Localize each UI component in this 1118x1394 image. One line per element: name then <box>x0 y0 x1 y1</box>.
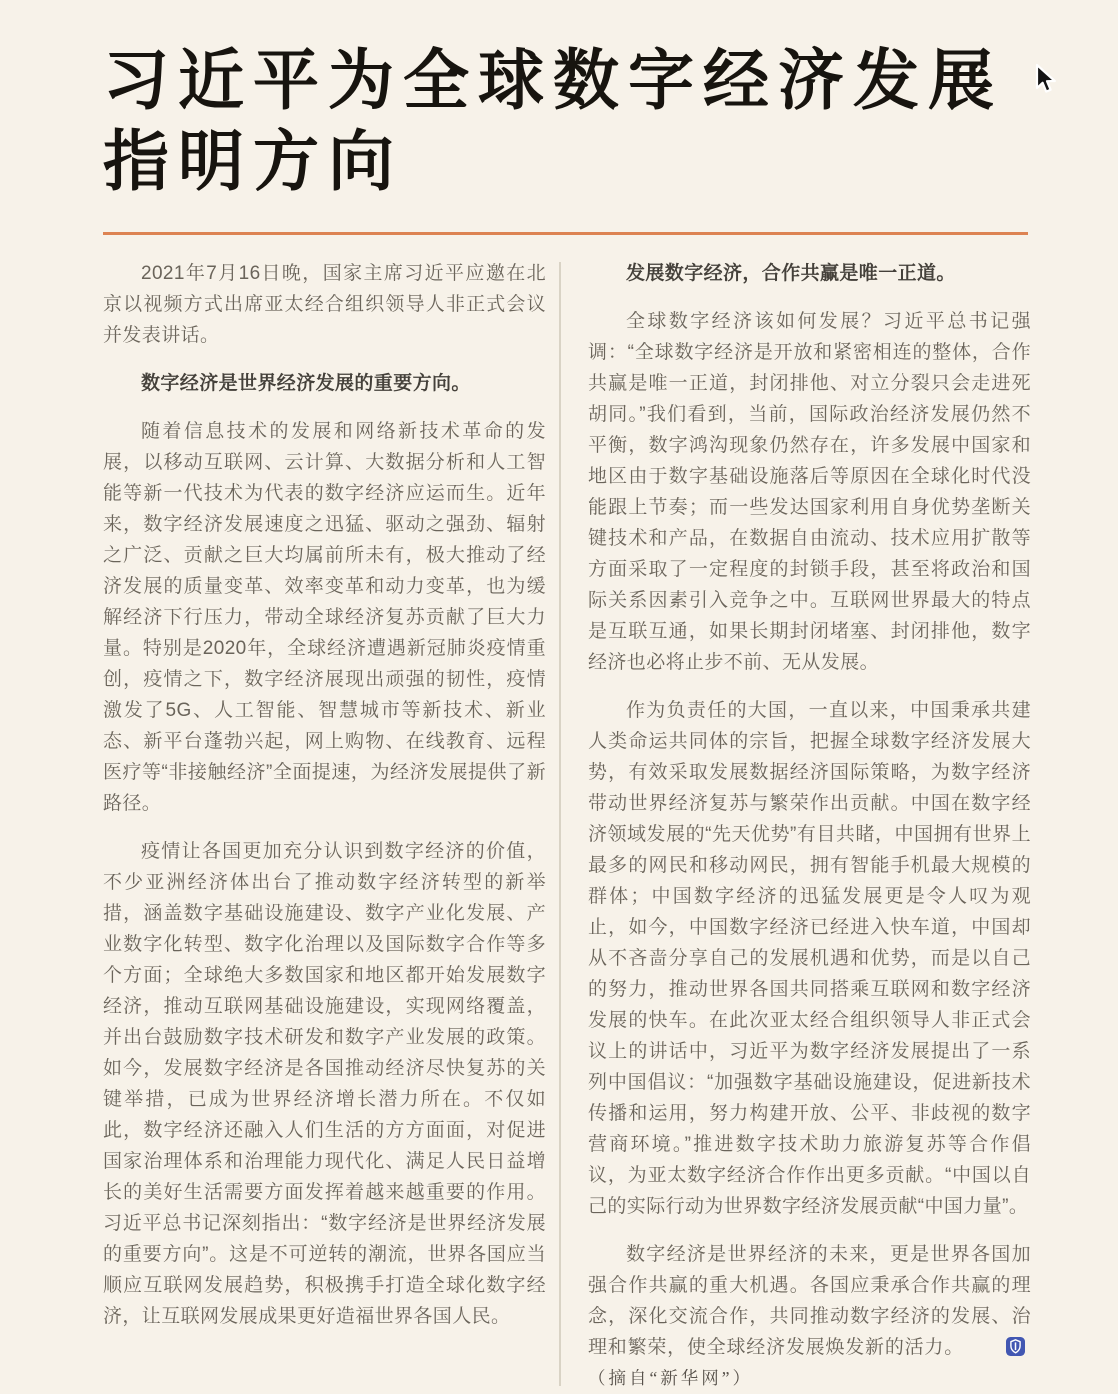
paragraph-pandemic-value: 疫情让各国更加充分认识到数字经济的价值，不少亚洲经济体出台了推动数字经济转型的新举措，涵盖数字基础设施建设、数字产业化发展、产业数字化转型、数字化治理以及国际数字合作等多个方面；全球绝大多数国家和地区都开始发展数字经济，推动互联网基础设施建设，实现网络覆盖，并出台鼓励数字技术研发和数字产业发展的政策。如今，发展数字经济是各国推动经济尽快复苏的关键举措，已成为世界经济增长潜力所在。不仅如此，数字经济还融入人们生活的方方面面，对促进国家治理体系和治理能力现代化、满足人民日益增长的美好生活需要方面发挥着越来越重要的作用。习近平总书记深刻指出：“数字经济是世界经济发展的重要方向”。这是不可逆转的潮流，世界各国应当顺应互联网发展趋势，积极携手打造全球化数字经济，让互联网发展成果更好造福世界各国人民。 <box>103 841 546 1327</box>
attribution: （摘自“新华网”） <box>588 1368 754 1388</box>
paragraph-intro: 2021年7月16日晚，国家主席习近平应邀在北京以视频方式出席亚太经合组织领导人非正式会议并发表讲话。 <box>103 263 546 346</box>
page-title <box>103 40 1028 202</box>
paragraph-conclusion-text: 数字经济是世界经济的未来，更是世界各国加强合作共赢的重大机遇。各国应秉承合作共赢的理念，深化交流合作，共同推动数字经济的发展、治理和繁荣，使全球经济发展焕发新的活力。 <box>588 1244 1031 1358</box>
left-column <box>103 258 546 1394</box>
section-heading-2: 发展数字经济，合作共赢是唯一正道。 <box>626 263 956 284</box>
column-divider <box>559 262 561 1386</box>
paragraph-digital-economy-rise: 随着信息技术的发展和网络新技术革命的发展，以移动互联网、云计算、大数据分析和人工智能等新一代技术为代表的数字经济应运而生。近年来，数字经济发展速度之迅猛、驱动之强劲、辐射之广泛、贡献之巨大均属前所未有，极大推动了经济发展的质量变革、效率变革和动力变革，也为缓解经济下行压力，带动全球经济复苏贡献了巨大力量。特别是2020年，全球经济遭遇新冠肺炎疫情重创，疫情之下，数字经济展现出顽强的韧性，疫情激发了5G、人工智能、智慧城市等新技术、新业态、新平台蓬勃兴起，网上购物、在线教育、远程医疗等“非接触经济”全面提速，为经济发展提供了新路径。 <box>103 421 546 814</box>
article-columns <box>103 258 1031 1394</box>
paragraph-china-role: 作为负责任的大国，一直以来，中国秉承共建人类命运共同体的宗旨，把握全球数字经济发展大势，有效采取发展数据经济国际策略，为数字经济带动世界经济复苏与繁荣作出贡献。中国在数字经济领域发展的“先天优势”有目共睹，中国拥有世界上最多的网民和移动网民，拥有智能手机最大规模的群体；中国数字经济的迅猛发展更是令人叹为观止，如今，中国数字经济已经进入快车道，中国却从不吝啬分享自己的发展机遇和优势，而是以自己的努力，推动世界各国共同搭乘互联网和数字经济发展的快车。在此次亚太经合组织领导人非正式会议上的讲话中，习近平为数字经济发展提出了一系列中国倡议：“加强数字基础设施建设，促进新技术传播和运用，努力构建开放、公平、非歧视的数字营商环境。”推进数字技术助力旅游复苏等合作倡议，为亚太数字经济合作作出更多贡献。“中国以自己的实际行动为世界数字经济发展贡献“中国力量”。 <box>588 700 1031 1217</box>
page-title-line1: 习近平为全球数字经济发展 <box>103 43 1003 117</box>
paragraph-conclusion <box>588 1239 1031 1394</box>
page-title-line2: 指明方向 <box>103 124 403 198</box>
right-column <box>588 258 1031 1394</box>
title-divider <box>103 232 1028 235</box>
paragraph-global-development: 全球数字经济该如何发展？习近平总书记强调：“全球数字经济是开放和紧密相连的整体，合作共赢是唯一正道，封闭排他、对立分裂只会走进死胡同。”我们看到，当前，国际政治经济发展仍然不平衡，数字鸿沟现象仍然存在，许多发展中国家和地区由于数字基础设施落后等原因在全球化时代没能跟上节奏；而一些发达国家利用自身优势垄断关键技术和产品，在数据自由流动、技术应用扩散等方面采取了一定程度的封锁手段，甚至将政治和国际关系因素引入竞争之中。互联网世界最大的特点是互联互通，如果长期封闭堵塞、封闭排他，数字经济也必将止步不前、无从发展。 <box>588 311 1031 673</box>
end-mark-shield-icon <box>968 1337 1025 1356</box>
section-heading-1: 数字经济是世界经济发展的重要方向。 <box>141 373 471 394</box>
